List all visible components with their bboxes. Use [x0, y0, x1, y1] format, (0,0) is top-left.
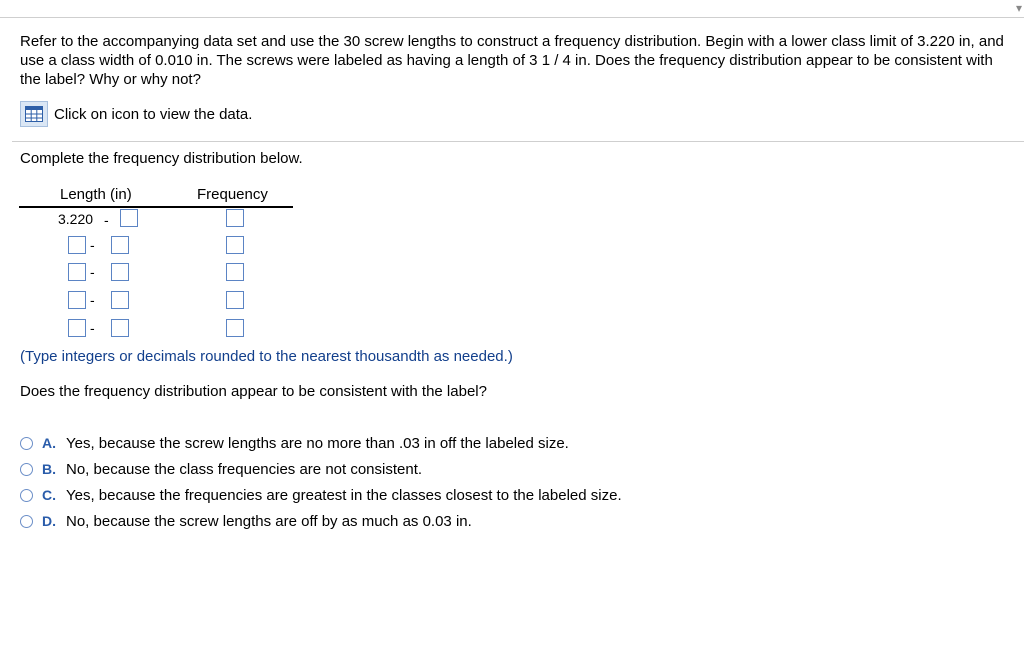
radio-button[interactable] [20, 489, 33, 502]
frequency-input-4[interactable] [226, 291, 244, 309]
option-a[interactable] [20, 430, 622, 456]
option-text[interactable]: Yes, because the frequencies are greatest in the classes closest to the labeled size. [66, 486, 622, 504]
question-text: Refer to the accompanying data set and use the 30 screw lengths to construct a frequency distribution. Begin with a lower class limit of 3.220 in, and use a class width of 0.010 in. The screws were labeled as having a length of 3 1 / 4 in. Does the frequency distribution appear to be consistent with the label? Why or why not? [20, 33, 1004, 88]
lower-limit-input-4[interactable] [68, 291, 86, 309]
upper-limit-input-5[interactable] [111, 319, 129, 337]
top-divider [0, 17, 1024, 18]
class-dash: - [104, 212, 109, 228]
frequency-input-2[interactable] [226, 236, 244, 254]
class-dash: - [90, 320, 95, 336]
option-b[interactable] [20, 456, 622, 482]
first-lower-limit: 3.220 [58, 211, 94, 227]
table-header-rule [19, 206, 293, 208]
upper-limit-input-2[interactable] [111, 236, 129, 254]
corner-arrow-icon: ▾ [1015, 1, 1022, 15]
upper-limit-input-4[interactable] [111, 291, 129, 309]
frequency-input-3[interactable] [226, 263, 244, 281]
option-text[interactable]: No, because the class frequencies are not consistent. [66, 460, 423, 478]
class-dash: - [90, 264, 95, 280]
class-dash: - [90, 237, 95, 253]
option-letter: C. [42, 487, 56, 503]
upper-limit-input-1[interactable] [120, 209, 138, 227]
option-c[interactable] [20, 482, 622, 508]
radio-button[interactable] [20, 463, 33, 476]
view-data-label[interactable]: Click on icon to view the data. [54, 105, 253, 123]
radio-button[interactable] [20, 437, 33, 450]
frequency-column-header: Frequency [197, 186, 268, 203]
answer-options [20, 430, 622, 534]
option-letter: D. [42, 513, 56, 529]
rounding-note: (Type integers or decimals rounded to the nearest thousandth as needed.) [20, 348, 513, 365]
class-dash: - [90, 292, 95, 308]
frequency-input-5[interactable] [226, 319, 244, 337]
frequency-input-1[interactable] [226, 209, 244, 227]
grid-icon[interactable] [20, 101, 48, 127]
consistency-question: Does the frequency distribution appear to be consistent with the label? [20, 383, 487, 400]
lower-limit-input-3[interactable] [68, 263, 86, 281]
option-letter: A. [42, 435, 56, 451]
view-data-link[interactable] [20, 101, 252, 127]
option-d[interactable] [20, 508, 622, 534]
radio-button[interactable] [20, 515, 33, 528]
option-text[interactable]: Yes, because the screw lengths are no more than .03 in off the labeled size. [66, 434, 569, 452]
lower-limit-input-5[interactable] [68, 319, 86, 337]
upper-limit-input-3[interactable] [111, 263, 129, 281]
instruction-text: Complete the frequency distribution below. [20, 150, 303, 167]
lower-limit-input-2[interactable] [68, 236, 86, 254]
section-divider [12, 141, 1024, 142]
option-text[interactable]: No, because the screw lengths are off by as much as 0.03 in. [66, 512, 472, 530]
option-letter: B. [42, 461, 56, 477]
length-column-header: Length (in) [60, 186, 132, 203]
